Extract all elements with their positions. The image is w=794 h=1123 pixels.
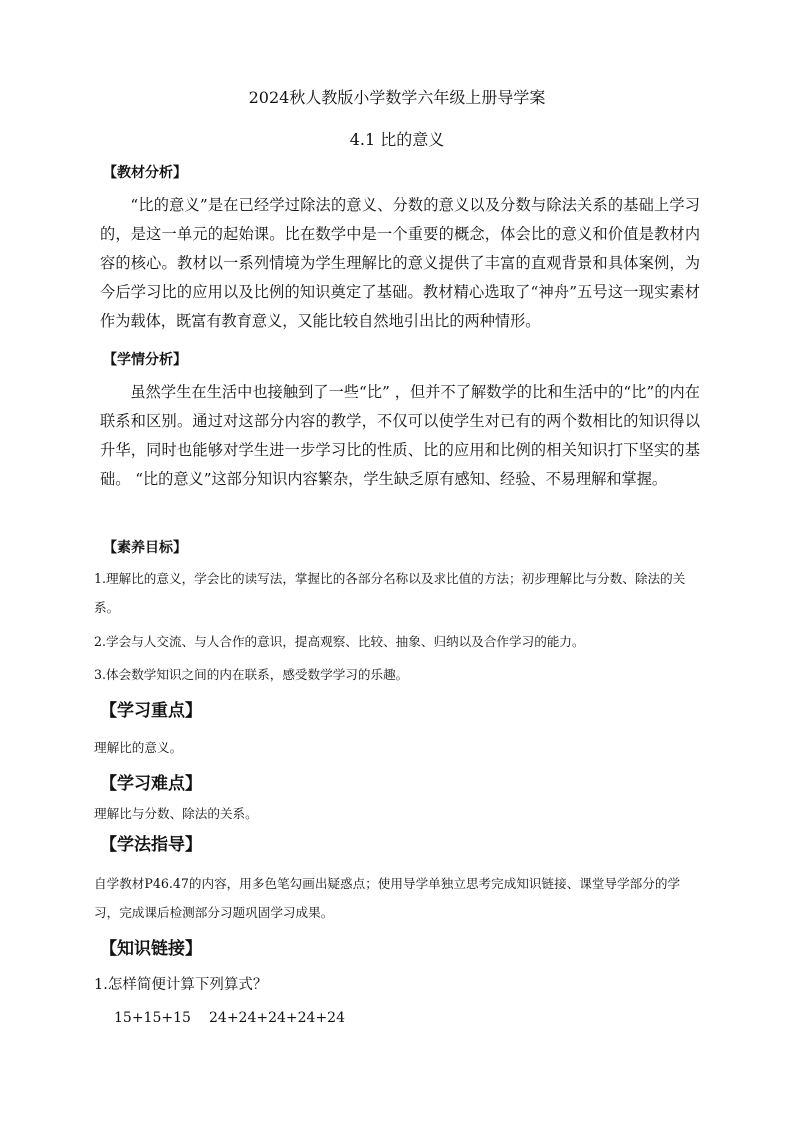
method-heading: 【学法指导】 (100, 835, 202, 855)
expression-1: 15+15+15 (114, 1010, 191, 1026)
goal-item-1: 1.理解比的意义，学会比的读写法，掌握比的各部分名称以及求比值的方法；初步理解比与分数、除法的关系。 (94, 571, 686, 615)
goals-heading: 【素养目标】 (103, 540, 187, 556)
knowledge-link-question: 1.怎样简便计算下列算式？ (94, 977, 268, 993)
difficulties-heading: 【学习难点】 (100, 774, 202, 794)
textbook-analysis-heading: 【教材分析】 (103, 165, 187, 181)
goal-item-2: 2.学会与人交流、与人合作的意识，提高观察、比较、抽象、归纳以及合作学习的能力。 (94, 634, 585, 649)
student-analysis-text: 虽然学生在生活中也接触到了一些“比” ，但并不了解数学的比和生活中的“比”的内在联系和区别。通过对这部分内容的教学，不仅可以使学生对已有的两个数相比的知识得以 升华，同时也能够对学生进一步学习比的性质、比的应用和比例的相关知识打下坚实的基础。 “比的意义”这部分知识内容繁杂，学生缺乏原有感知、经验、不易理解和掌握。 (100, 383, 700, 488)
key-points-text: 理解比的意义。 (94, 740, 183, 755)
method-text: 自学教材P46.47的内容，用多色笔勾画出疑惑点；使用导学单独立思考完成知识链接、课堂导学部分的学习，完成课后检测部分习题巩固学习成果。 (94, 876, 681, 920)
expression-2: 24+24+24+24+24 (209, 1010, 345, 1026)
goal-item-3: 3.体会数学知识之间的内在联系，感受数学学习的乐趣。 (94, 667, 409, 682)
difficulties-text: 理解比与分数、除法的关系。 (94, 806, 258, 821)
textbook-analysis-text: “比的意义”是在已经学过除法的意义、分数的意义以及分数与除法关系的基础上学习的，是这一单元的起始课。比在数学中是一个重要的概念，体会比的意义和价值是教材内容的核心。教材以一系列情境为学生理解比的意义提供了丰富的直观背景和具体案例，为今后学习比的应用以及比例的知识奠定了基础。教材精心选取了“神舟”五号这一现实素材作为载体，既富有教育意义，又能比较自然地引出比的两种情形。 (100, 196, 700, 330)
document-title: 2024秋人教版小学数学六年级上册导学案 (248, 88, 546, 107)
key-points-heading: 【学习重点】 (100, 701, 202, 721)
lesson-title: 4.1 比的意义 (349, 130, 445, 149)
knowledge-link-heading: 【知识链接】 (100, 939, 202, 959)
student-analysis-heading: 【学情分析】 (103, 352, 187, 368)
